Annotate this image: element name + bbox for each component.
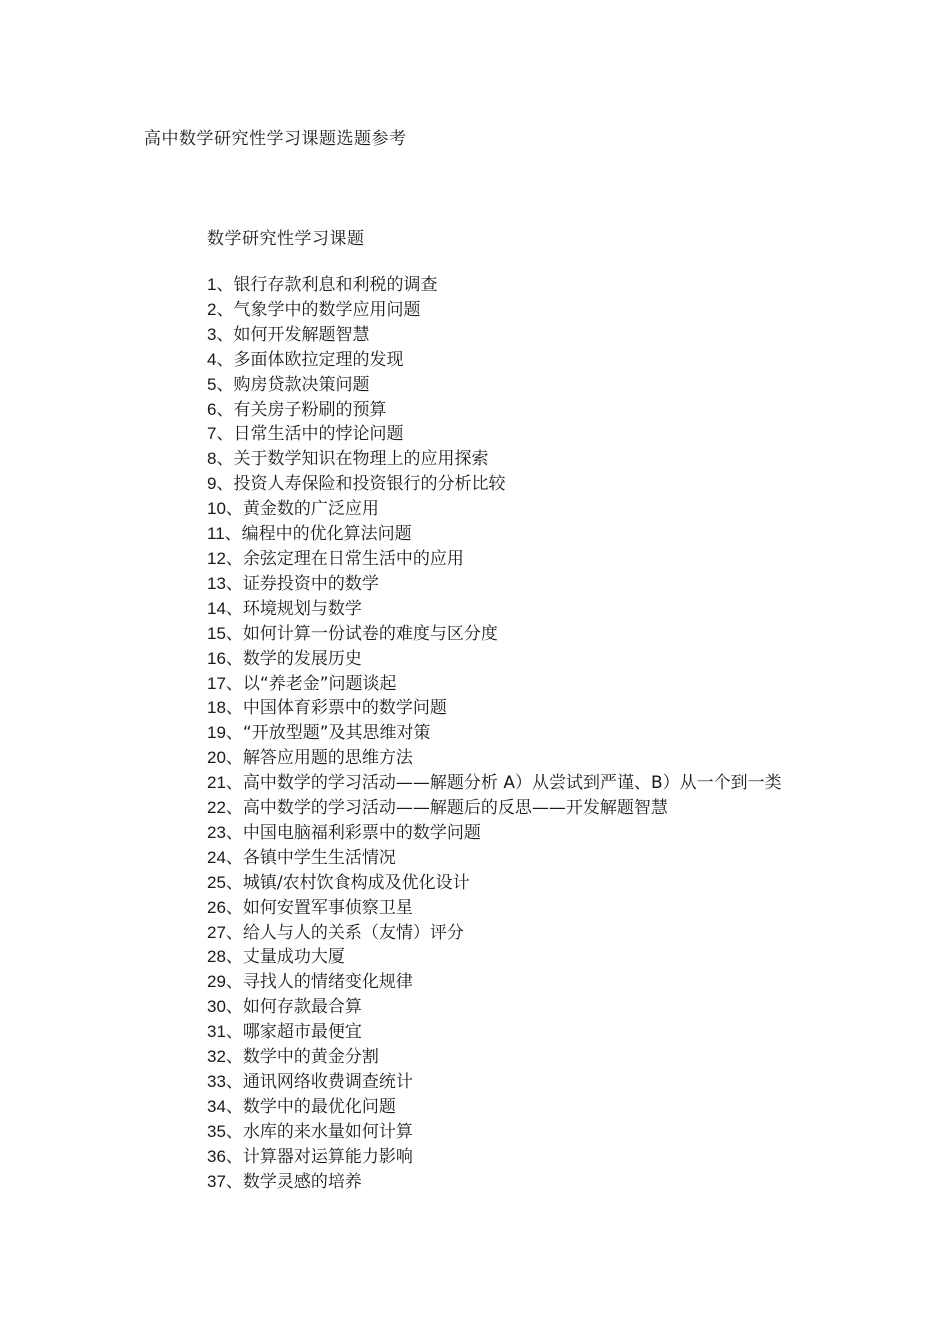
topic-text: 有关房子粉刷的预算	[233, 399, 387, 420]
topic-separator: 、	[225, 1096, 243, 1117]
topic-number: 2	[207, 299, 217, 319]
topic-number: 11	[207, 524, 225, 544]
topic-item	[144, 721, 824, 746]
topic-text: 数学的发展历史	[242, 648, 362, 669]
topic-item	[144, 1145, 824, 1170]
topic-text: 气象学中的数学应用问题	[233, 299, 421, 320]
topic-text: 编程中的优化算法问题	[241, 524, 412, 545]
topic-text: 日常生活中的悖论问题	[233, 424, 404, 445]
topic-separator: 、	[225, 598, 243, 619]
topic-item	[144, 995, 824, 1020]
topic-item	[144, 622, 824, 647]
topic-separator: 、	[216, 275, 234, 295]
topic-text: 环境规划与数学	[242, 598, 362, 619]
topic-number: 26	[207, 897, 226, 917]
topic-text: 解答应用题的思维方法	[242, 748, 413, 769]
topic-separator: 、	[225, 499, 243, 520]
topic-separator: 、	[225, 648, 243, 669]
topic-separator: 、	[225, 822, 243, 843]
topic-number: 28	[207, 947, 226, 967]
topic-number: 1	[207, 275, 217, 294]
topic-separator: 、	[225, 1146, 243, 1167]
topic-item	[144, 1170, 824, 1195]
topic-separator: 、	[225, 897, 243, 918]
topic-item	[144, 572, 824, 597]
topic-number: 16	[207, 648, 226, 668]
topic-text: 余弦定理在日常生活中的应用	[242, 548, 464, 569]
topic-item	[144, 1020, 824, 1045]
topic-item	[144, 821, 824, 846]
topic-separator: 、	[216, 424, 234, 445]
topic-item	[144, 846, 824, 871]
topic-number: 17	[207, 673, 226, 693]
topic-number: 32	[207, 1047, 226, 1067]
topic-item	[144, 921, 824, 946]
topic-separator: 、	[225, 698, 243, 719]
topic-separator: 、	[225, 947, 243, 968]
topic-number: 5	[207, 374, 217, 394]
topic-separator: 、	[225, 972, 243, 993]
topic-text: 数学灵感的培养	[242, 1171, 362, 1192]
topic-text: 计算器对运算能力影响	[242, 1146, 413, 1167]
topic-text: 给人与人的关系（友情）评分	[242, 922, 464, 943]
topic-list	[144, 273, 824, 1195]
topic-item	[144, 647, 824, 672]
topic-number: 30	[207, 997, 226, 1017]
topic-text: 关于数学知识在物理上的应用探索	[233, 449, 489, 470]
topic-separator: 、	[224, 524, 242, 545]
topic-number: 31	[207, 1022, 226, 1042]
topic-number: 14	[207, 598, 226, 618]
topic-item	[144, 696, 824, 721]
topic-item	[144, 273, 824, 298]
topic-number: 25	[207, 872, 226, 892]
topic-item	[144, 497, 824, 522]
topic-item	[144, 1120, 824, 1145]
topic-text: 水库的来水量如何计算	[242, 1121, 413, 1142]
topic-text: 银行存款利息和利税的调查	[233, 275, 438, 295]
topic-number: 4	[207, 349, 217, 369]
topic-number: 36	[207, 1146, 226, 1166]
topic-number: 27	[207, 922, 226, 942]
topic-item	[144, 871, 824, 896]
topic-number: 29	[207, 972, 226, 992]
topic-separator: 、	[225, 573, 243, 594]
topic-text: 各镇中学生生活情况	[242, 847, 396, 868]
topic-number: 24	[207, 847, 226, 867]
topic-separator: 、	[225, 872, 243, 893]
topic-item	[144, 398, 824, 423]
topic-text: 黄金数的广泛应用	[242, 499, 379, 520]
topic-number: 23	[207, 822, 226, 842]
topic-separator: 、	[216, 324, 234, 345]
topic-separator: 、	[225, 1022, 243, 1043]
topic-separator: 、	[225, 1072, 243, 1092]
topic-separator: 、	[225, 798, 243, 819]
topic-separator: 、	[216, 349, 234, 370]
topic-item	[144, 1095, 824, 1120]
topic-text: 证券投资中的数学	[242, 573, 379, 594]
topic-text: 投资人寿保险和投资银行的分析比较	[233, 474, 506, 495]
topic-number: 33	[207, 1072, 226, 1091]
topic-separator: 、	[225, 623, 243, 644]
topic-item	[144, 298, 824, 323]
topic-text: 城镇/农村饮食构成及优化设计	[242, 872, 470, 893]
topic-number: 21	[207, 773, 226, 793]
topic-number: 12	[207, 548, 226, 568]
topic-text: 数学中的黄金分割	[242, 1047, 379, 1068]
topic-item	[144, 323, 824, 348]
topic-number: 10	[207, 499, 226, 519]
topic-item	[144, 945, 824, 970]
topic-text: “开放型题”及其思维对策	[242, 723, 431, 744]
topic-separator: 、	[225, 1171, 243, 1192]
topic-separator: 、	[225, 548, 243, 569]
topic-number: 13	[207, 573, 226, 593]
topic-text: 高中数学的学习活动——解题后的反思——开发解题智慧	[242, 798, 668, 819]
topic-text: 中国体育彩票中的数学问题	[242, 698, 447, 719]
topic-number: 18	[207, 698, 226, 718]
topic-item	[144, 348, 824, 373]
topic-number: 15	[207, 623, 226, 643]
topic-item	[144, 472, 824, 497]
topic-item	[144, 771, 824, 796]
topic-item	[144, 796, 824, 821]
topic-item	[144, 1070, 824, 1095]
topic-separator: 、	[225, 997, 243, 1018]
topic-item	[144, 422, 824, 447]
section-title: 数学研究性学习课题	[207, 229, 365, 249]
topic-item	[144, 970, 824, 995]
topic-text: 如何安置军事侦察卫星	[242, 897, 413, 918]
topic-item	[144, 896, 824, 921]
topic-text: 中国电脑福利彩票中的数学问题	[242, 822, 481, 843]
topic-number: 6	[207, 399, 217, 419]
topic-text: 通讯网络收费调查统计	[242, 1072, 413, 1092]
topic-item	[144, 672, 824, 697]
topic-text: 如何计算一份试卷的难度与区分度	[242, 623, 498, 644]
topic-separator: 、	[225, 847, 243, 868]
topic-text: 如何开发解题智慧	[233, 324, 370, 345]
topic-number: 35	[207, 1121, 226, 1141]
topic-number: 7	[207, 424, 217, 444]
topic-item	[144, 547, 824, 572]
topic-separator: 、	[225, 673, 243, 694]
topic-text: 多面体欧拉定理的发现	[233, 349, 404, 370]
topic-item	[144, 373, 824, 398]
topic-text: 丈量成功大厦	[242, 947, 345, 968]
topic-text: 以“养老金”问题谈起	[242, 673, 397, 694]
topic-separator: 、	[216, 449, 234, 470]
topic-separator: 、	[216, 474, 234, 495]
topic-item	[144, 447, 824, 472]
topic-separator: 、	[225, 1047, 243, 1068]
topic-separator: 、	[216, 399, 234, 420]
topic-text: 数学中的最优化问题	[242, 1096, 396, 1117]
topic-separator: 、	[225, 922, 243, 943]
topic-separator: 、	[216, 374, 234, 395]
topic-item	[144, 597, 824, 622]
topic-number: 8	[207, 449, 217, 469]
topic-number: 20	[207, 748, 226, 768]
topic-number: 9	[207, 474, 217, 494]
topic-number: 34	[207, 1096, 226, 1116]
document-title: 高中数学研究性学习课题选题参考	[144, 129, 407, 149]
topic-number: 3	[207, 324, 217, 344]
topic-separator: 、	[225, 748, 243, 769]
topic-separator: 、	[225, 773, 243, 794]
topic-text: 高中数学的学习活动——解题分析 A）从尝试到严谨、B）从一个到一类	[242, 773, 782, 794]
topic-text: 购房贷款决策问题	[233, 374, 370, 395]
topic-separator: 、	[225, 723, 243, 744]
topic-number: 37	[207, 1171, 226, 1191]
topic-text: 如何存款最合算	[242, 997, 362, 1018]
topic-text: 寻找人的情绪变化规律	[242, 972, 413, 993]
topic-number: 19	[207, 723, 226, 743]
topic-item	[144, 746, 824, 771]
topic-separator: 、	[225, 1121, 243, 1142]
topic-separator: 、	[216, 299, 234, 320]
topic-item	[144, 522, 824, 547]
topic-number: 22	[207, 798, 226, 818]
topic-text: 哪家超市最便宜	[242, 1022, 362, 1043]
topic-item	[144, 1045, 824, 1070]
